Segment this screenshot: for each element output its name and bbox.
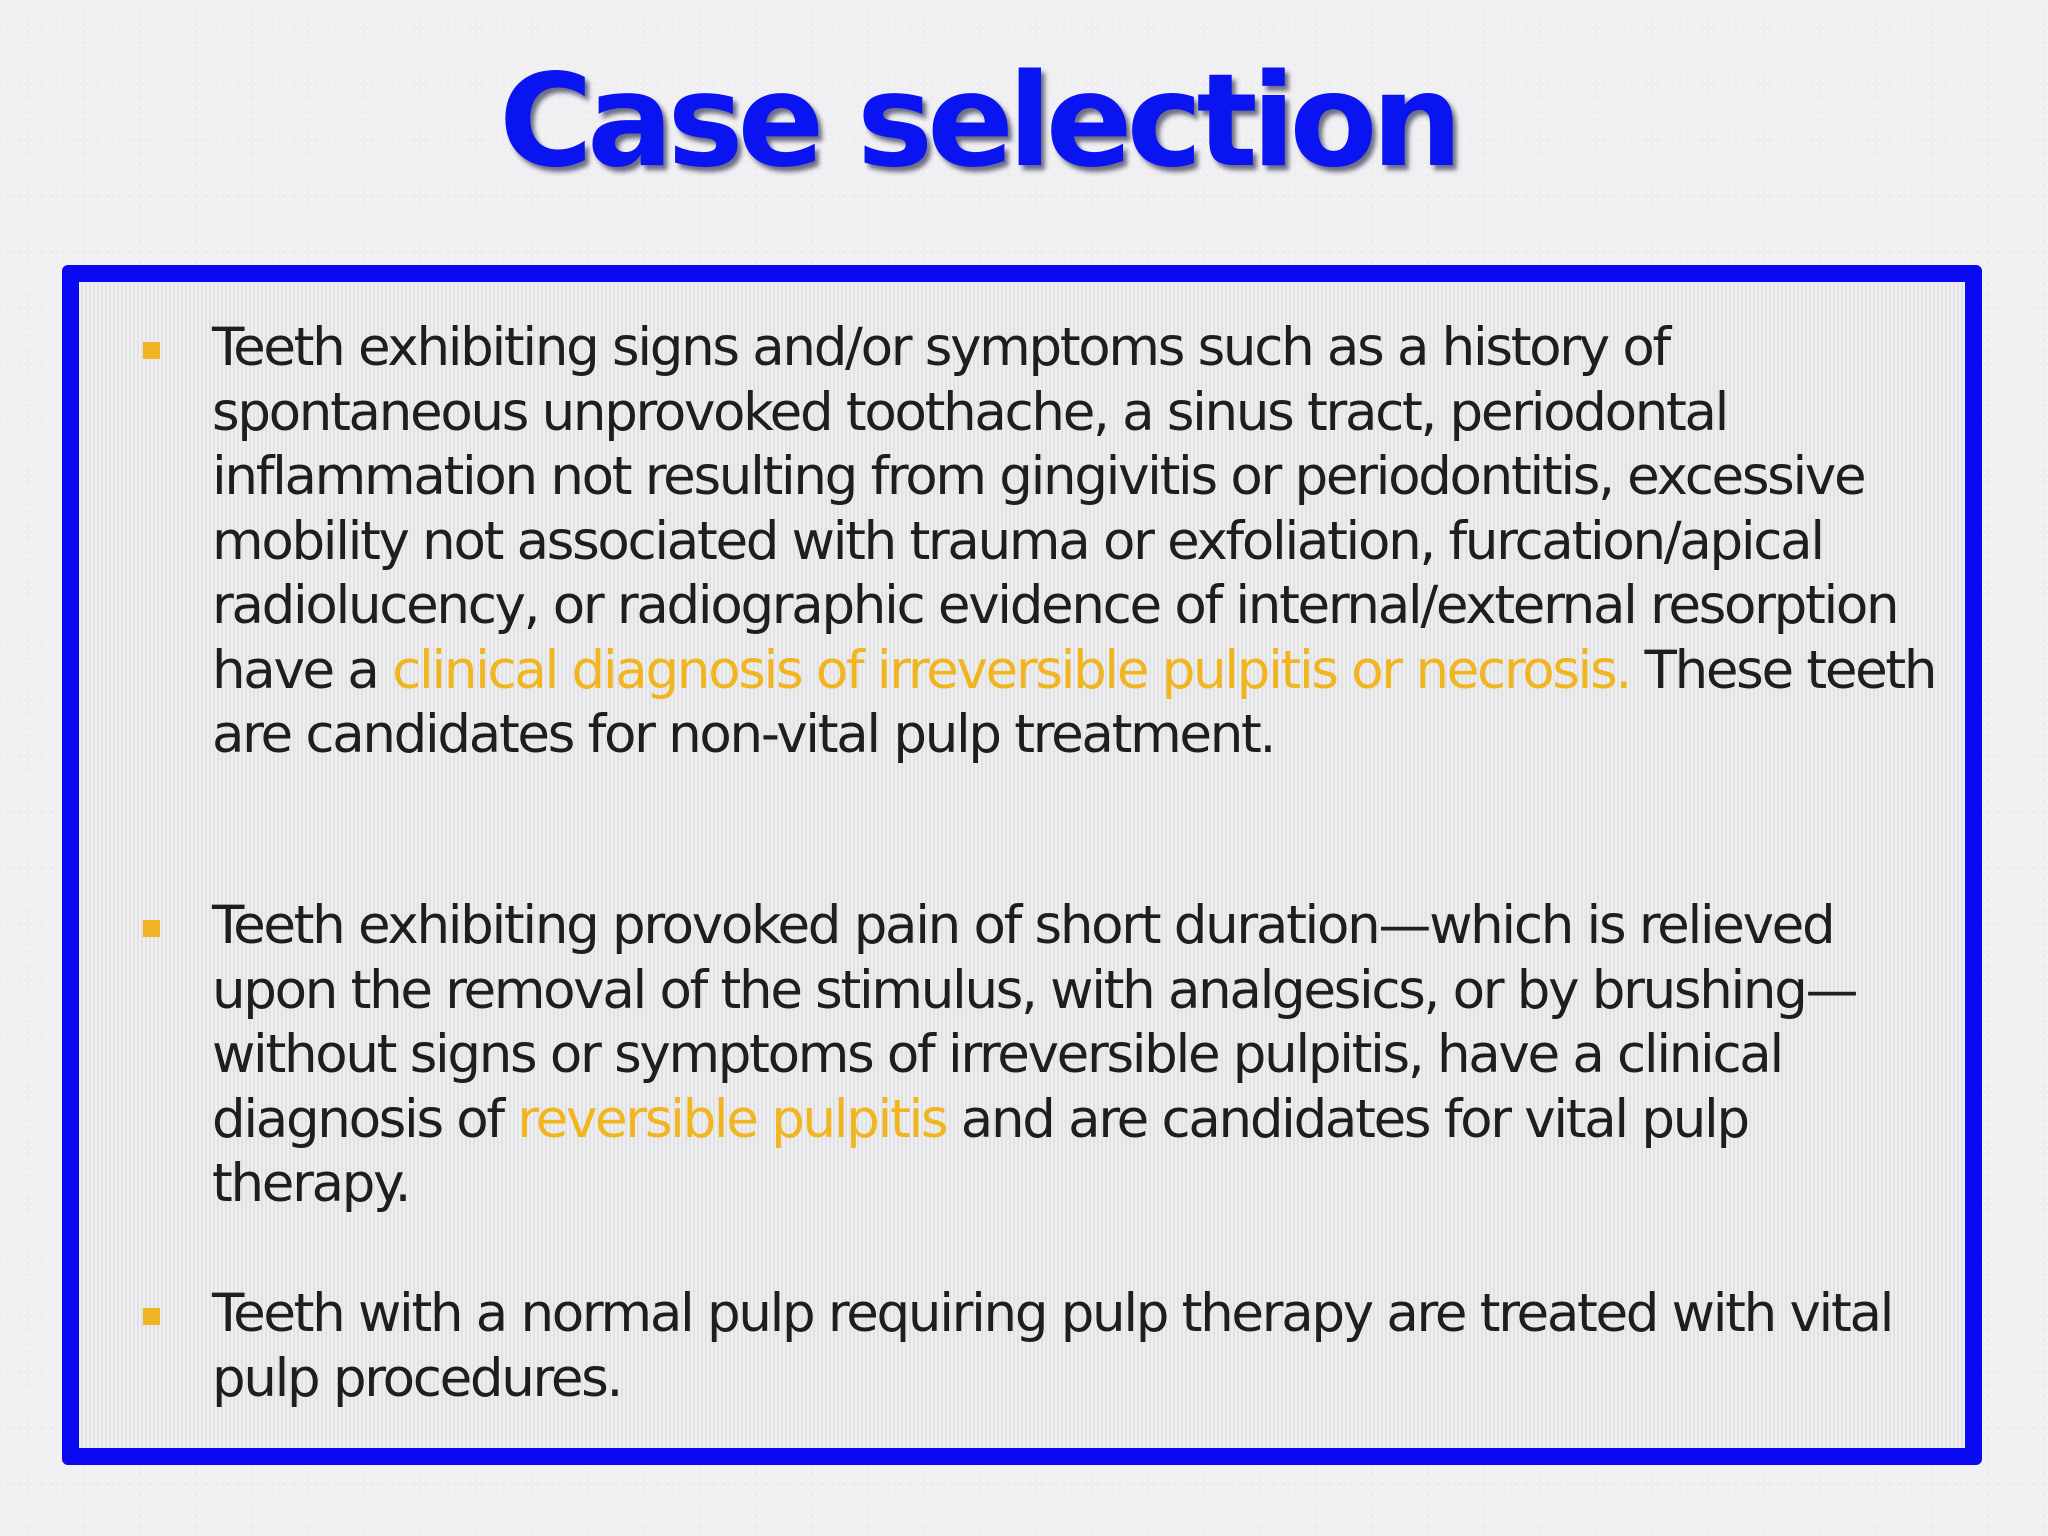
bullet-text: Teeth with a normal pulp requiring pulp therapy are treated with vital pulp procedures. xyxy=(212,1283,1893,1409)
bullet-text-before: Teeth exhibiting signs and/or symptoms such as a history of spontaneous unprovoked toothache, a sinus tract, periodontal inflammation not resulting from gingivitis or periodontitis, excessive mobility not associated with trauma or exfoliation, furcation/apical radiolucency, or radiographic evidence of internal/external resorption have a xyxy=(212,317,1898,701)
highlight-diagnosis: clinical diagnosis of irreversible pulpitis or necrosis. xyxy=(392,639,1630,701)
bullet-square-icon xyxy=(143,342,160,359)
bullet-square-icon xyxy=(143,1308,160,1325)
bullet-text-before: Teeth exhibiting provoked pain of short duration—which is relieved upon the removal of the stimulus, with analgesics, or by brushing—without signs or symptoms of irreversible pulpitis, have a clinical diagnosis of xyxy=(212,895,1857,1150)
slide-title: Case selection xyxy=(499,47,1457,196)
content-box xyxy=(62,265,1982,1465)
bullet-text-after: These teeth are candidates for non-vital pulp treatment. xyxy=(212,639,1936,765)
bullet-square-icon xyxy=(143,920,160,937)
bullet-text xyxy=(212,316,1957,768)
bullet-text xyxy=(212,894,1957,1217)
highlight-diagnosis: reversible pulpitis xyxy=(517,1088,947,1150)
bullet-text-after: and are candidates for vital pulp therapy. xyxy=(212,1088,1748,1214)
